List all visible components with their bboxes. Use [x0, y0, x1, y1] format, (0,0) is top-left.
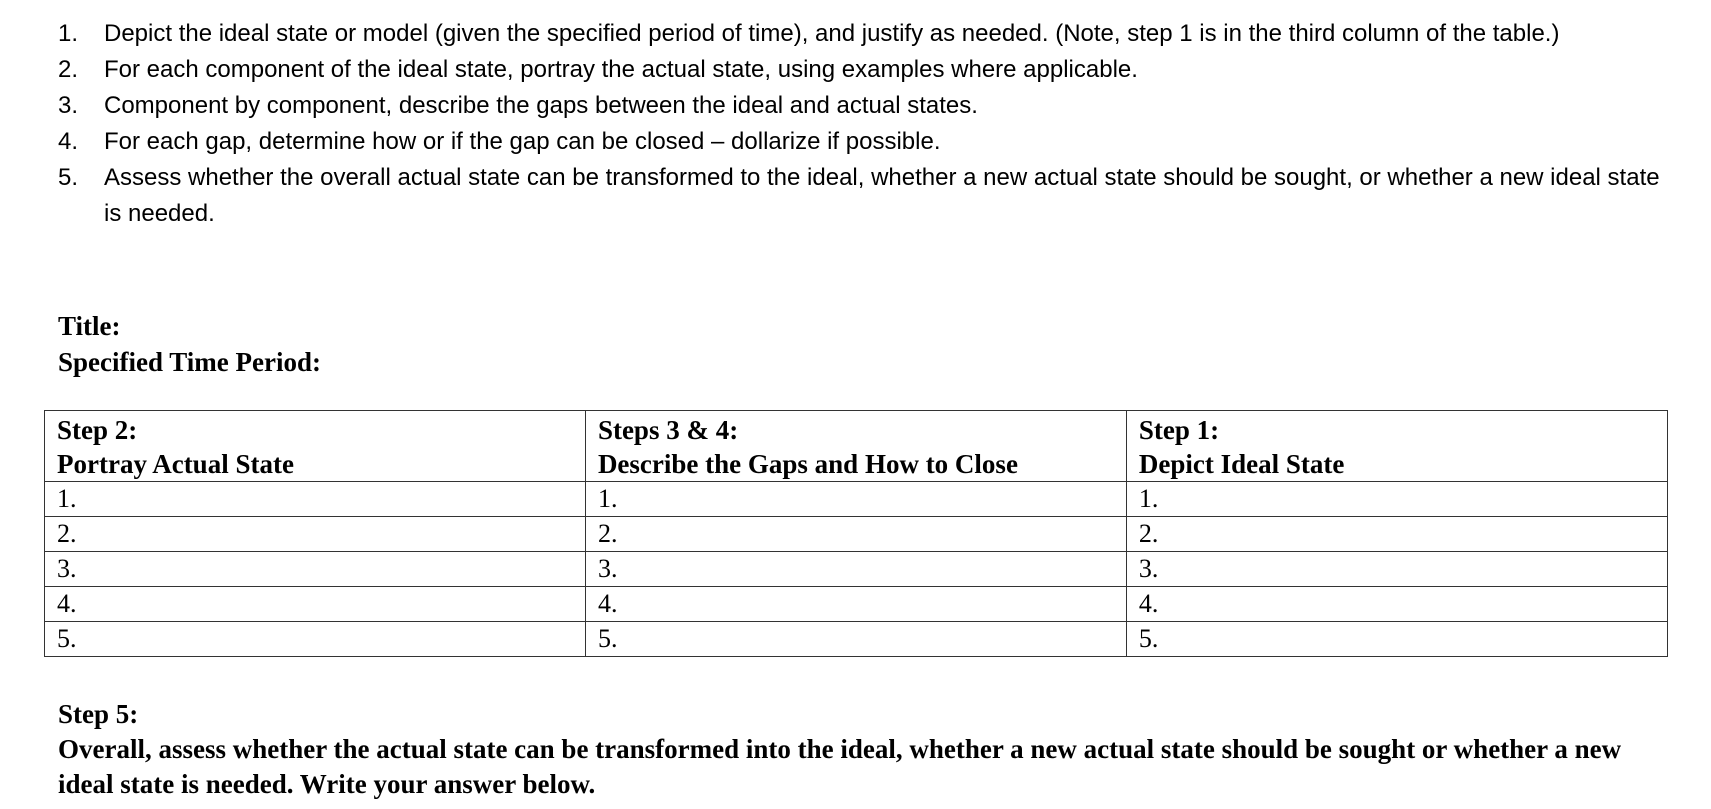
instruction-item	[58, 160, 1668, 232]
table-row	[45, 517, 1668, 552]
header-label: Depict Ideal State	[1138, 449, 1345, 479]
instruction-text: For each component of the ideal state, portray the actual state, using examples where applicable.	[104, 56, 1138, 83]
step5-heading: Step 5:	[58, 699, 139, 729]
gap-analysis-table	[44, 410, 1668, 657]
table-cell[interactable]: 1.	[1126, 482, 1667, 517]
table-cell[interactable]: 3.	[1126, 552, 1667, 587]
table-cell[interactable]: 3.	[585, 552, 1126, 587]
instruction-item	[58, 88, 1668, 124]
table-row	[45, 552, 1668, 587]
step5-section	[58, 697, 1668, 802]
step5-body: Overall, assess whether the actual state can be transformed into the ideal, whether a new actual state should be sought or whether a new ideal state is needed. Write your answer below.	[58, 734, 1622, 799]
header-step: Steps 3 & 4:	[597, 415, 739, 445]
instruction-number: 3.	[58, 92, 79, 119]
instruction-text: Assess whether the overall actual state can be transformed to the ideal, whether a new actual state should be sought, or whether a new ideal state is needed.	[104, 164, 1660, 227]
instruction-text: Depict the ideal state or model (given the specified period of time), and justify as needed. (Note, step 1 is in the third column of the table.)	[104, 20, 1560, 47]
table-row	[45, 622, 1668, 657]
table-row	[45, 587, 1668, 622]
header-gaps	[585, 411, 1126, 482]
header-actual-state	[45, 411, 586, 482]
title-label: Title:	[58, 311, 121, 341]
instruction-item	[58, 52, 1668, 88]
table-cell[interactable]: 1.	[45, 482, 586, 517]
table-cell[interactable]: 3.	[45, 552, 586, 587]
table-cell[interactable]: 1.	[585, 482, 1126, 517]
header-step: Step 1:	[1138, 415, 1220, 445]
table-cell[interactable]: 2.	[45, 517, 586, 552]
instruction-text: Component by component, describe the gaps between the ideal and actual states.	[104, 92, 978, 119]
table-cell[interactable]: 4.	[585, 587, 1126, 622]
header-step: Step 2:	[57, 415, 138, 445]
time-period-label: Specified Time Period:	[58, 347, 321, 377]
instruction-number: 4.	[58, 128, 79, 155]
header-label: Describe the Gaps and How to Close	[597, 449, 1018, 479]
instruction-item	[58, 124, 1668, 160]
instruction-number: 5.	[58, 164, 79, 191]
instruction-number: 2.	[58, 56, 79, 83]
table-cell[interactable]: 2.	[1126, 517, 1667, 552]
table-cell[interactable]: 4.	[1126, 587, 1667, 622]
document-meta	[58, 308, 321, 380]
instruction-text: For each gap, determine how or if the gap can be closed – dollarize if possible.	[104, 128, 941, 155]
table-cell[interactable]: 5.	[1126, 622, 1667, 657]
instruction-list	[58, 16, 1668, 232]
table-cell[interactable]: 5.	[585, 622, 1126, 657]
instruction-number: 1.	[58, 20, 79, 47]
header-ideal-state	[1126, 411, 1667, 482]
table-header-row	[45, 411, 1668, 482]
header-label: Portray Actual State	[57, 449, 294, 479]
instruction-item	[58, 16, 1668, 52]
table-cell[interactable]: 2.	[585, 517, 1126, 552]
table-cell[interactable]: 5.	[45, 622, 586, 657]
table-cell[interactable]: 4.	[45, 587, 586, 622]
table-row	[45, 482, 1668, 517]
